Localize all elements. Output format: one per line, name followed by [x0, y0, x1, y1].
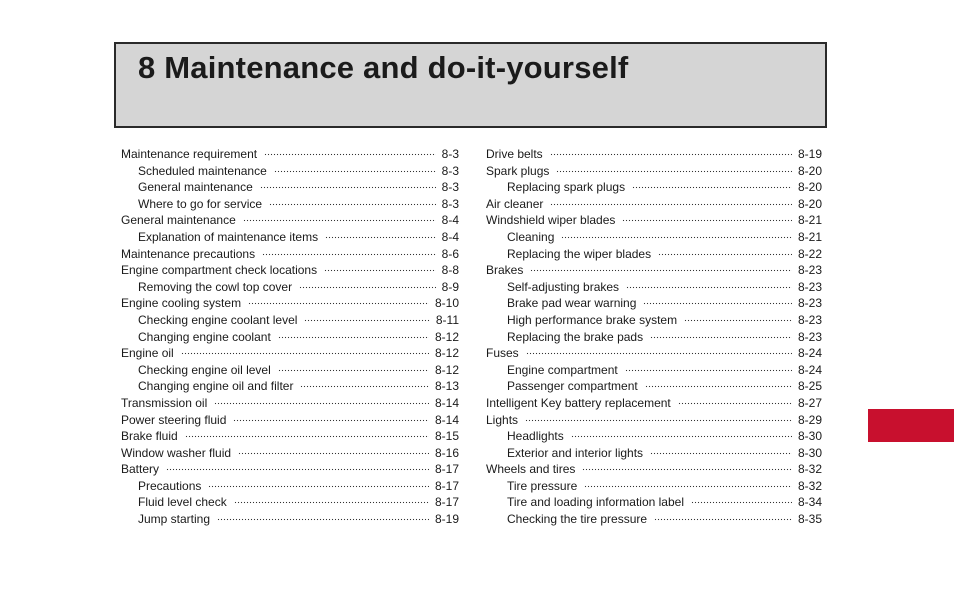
toc-entry-page: 8-16 [434, 445, 459, 460]
toc-entry-label: Drive belts [486, 147, 543, 161]
toc-dot-leader [526, 347, 792, 358]
toc-dot-leader [260, 181, 436, 192]
toc-dot-leader [217, 513, 429, 524]
toc-entry-page: 8-12 [434, 346, 459, 361]
toc-entry-label: Changing engine oil and filter [138, 379, 294, 394]
toc-dot-leader [571, 430, 792, 441]
toc-entry[interactable] [121, 412, 459, 429]
toc-subentry[interactable] [121, 196, 459, 213]
toc-entry-label: Where to go for service [138, 196, 263, 211]
toc-entry-label: High performance brake system [507, 312, 678, 327]
toc-entry-label: Brakes [486, 263, 524, 278]
toc-dot-leader [262, 248, 436, 259]
toc-entry-label: Passenger compartment [507, 379, 638, 394]
toc-subentry[interactable] [121, 478, 459, 495]
toc-subentry[interactable] [486, 478, 822, 495]
toc-entry-page: 8-29 [797, 412, 822, 427]
toc-entry-label: Fluid level check [138, 495, 227, 510]
toc-entry-page: 8-24 [797, 362, 822, 377]
toc-subentry[interactable] [121, 494, 459, 511]
toc-entry-page: 8-20 [797, 163, 822, 178]
toc-entry-page: 8-3 [441, 147, 459, 161]
toc-entry[interactable] [121, 445, 459, 462]
toc-entry-page: 8-30 [797, 429, 822, 444]
toc-dot-leader [678, 397, 792, 408]
toc-entry-page: 8-6 [441, 246, 459, 261]
toc-entry-label: Tire and loading information label [507, 495, 684, 510]
toc-entry-page: 8-19 [434, 512, 459, 527]
toc-dot-leader [243, 214, 436, 225]
toc-entry-page: 8-3 [441, 180, 459, 195]
toc-dot-leader [300, 380, 429, 391]
toc-entry[interactable] [121, 262, 459, 279]
toc-dot-leader [278, 364, 429, 375]
toc-dot-leader [214, 397, 429, 408]
toc-entry[interactable] [486, 196, 822, 213]
toc-entry-label: Scheduled maintenance [138, 163, 267, 178]
toc-dot-leader [658, 248, 792, 259]
toc-right-column [486, 146, 822, 528]
toc-entry-page: 8-8 [441, 263, 459, 278]
toc-dot-leader [264, 148, 436, 159]
toc-entry-label: Changing engine coolant [138, 329, 271, 344]
toc-entry-page: 8-23 [797, 329, 822, 344]
toc-entry-label: Headlights [507, 429, 564, 444]
toc-entry-page: 8-20 [797, 180, 822, 195]
toc-entry-page: 8-34 [797, 495, 822, 510]
toc-entry-label: Cleaning [507, 229, 555, 244]
toc-dot-leader [181, 347, 429, 358]
toc-entry[interactable] [121, 246, 459, 263]
toc-dot-leader [684, 314, 792, 325]
toc-entry-label: Engine compartment check locations [121, 263, 318, 278]
toc-subentry[interactable] [486, 362, 822, 379]
toc-dot-leader [691, 496, 792, 507]
toc-entry[interactable] [121, 395, 459, 412]
toc-dot-leader [622, 214, 792, 225]
toc-entry-label: Windshield wiper blades [486, 213, 616, 228]
toc-dot-leader [304, 314, 429, 325]
toc-dot-leader [299, 281, 436, 292]
toc-subentry[interactable] [486, 179, 822, 196]
toc-entry-page: 8-19 [797, 147, 822, 161]
toc-subentry[interactable] [486, 246, 822, 263]
toc-entry-page: 8-32 [797, 462, 822, 477]
toc-subentry[interactable] [486, 329, 822, 346]
toc-dot-leader [269, 198, 436, 209]
toc-entry-label: Exterior and interior lights [507, 445, 644, 460]
toc-entry-page: 8-32 [797, 478, 822, 493]
toc-entry[interactable] [121, 212, 459, 229]
toc-dot-leader [556, 165, 792, 176]
toc-entry[interactable] [486, 395, 822, 412]
toc-entry-page: 8-4 [441, 213, 459, 228]
toc-entry-page: 8-23 [797, 312, 822, 327]
toc-entry-label: Fuses [486, 346, 519, 361]
toc-entry-label: Replacing the wiper blades [507, 246, 652, 261]
toc-subentry[interactable] [121, 279, 459, 296]
toc-entry-page: 8-13 [434, 379, 459, 394]
toc-entry-label: Replacing the brake pads [507, 329, 644, 344]
toc-subentry[interactable] [121, 312, 459, 329]
toc-entry-page: 8-17 [434, 462, 459, 477]
toc-entry[interactable] [121, 461, 459, 478]
toc-entry-label: Maintenance precautions [121, 246, 256, 261]
toc-entry-page: 8-14 [434, 412, 459, 427]
toc-entry-label: Brake fluid [121, 429, 178, 444]
toc-entry-page: 8-12 [434, 362, 459, 377]
toc-dot-leader [274, 165, 436, 176]
toc-entry-page: 8-21 [797, 213, 822, 228]
toc-dot-leader [248, 297, 429, 308]
toc-entry-page: 8-17 [434, 495, 459, 510]
toc-subentry[interactable] [121, 362, 459, 379]
toc-entry-page: 8-35 [797, 512, 822, 527]
chapter-tab[interactable] [868, 409, 954, 442]
toc-dot-leader [645, 380, 792, 391]
toc-entry-label: Engine compartment [507, 362, 618, 377]
toc-entry-page: 8-3 [441, 196, 459, 211]
toc-entry-page: 8-25 [797, 379, 822, 394]
toc-entry-label: Wheels and tires [486, 462, 576, 477]
page-title: 8 Maintenance and do-it-yourself [138, 50, 629, 85]
toc-entry-label: Precautions [138, 478, 202, 493]
toc-entry[interactable] [121, 295, 459, 312]
toc-subentry[interactable] [486, 445, 822, 462]
toc-entry-label: Power steering fluid [121, 412, 227, 427]
toc-subentry[interactable] [486, 312, 822, 329]
toc-entry-page: 8-22 [797, 246, 822, 261]
toc-dot-leader [185, 430, 429, 441]
toc-subentry[interactable] [121, 179, 459, 196]
toc-entry[interactable] [486, 461, 822, 478]
toc-entry-label: Transmission oil [121, 395, 208, 410]
toc-entry-label: Maintenance requirement [121, 147, 258, 161]
toc-entry-page: 8-9 [441, 279, 459, 294]
toc-dot-leader [550, 148, 792, 159]
toc-entry-label: Battery [121, 462, 160, 477]
toc-entry-label: Air cleaner [486, 196, 544, 211]
toc-subentry[interactable] [486, 279, 822, 296]
toc-entry-page: 8-3 [441, 163, 459, 178]
toc-dot-leader [234, 496, 429, 507]
toc-entry-label: Engine oil [121, 346, 174, 361]
toc-dot-leader [233, 414, 429, 425]
toc-entry-label: Replacing spark plugs [507, 180, 626, 195]
toc-dot-leader [582, 463, 792, 474]
toc-entry-page: 8-27 [797, 395, 822, 410]
toc-subentry[interactable] [121, 229, 459, 246]
toc-entry-label: Lights [486, 412, 519, 427]
toc-entry[interactable] [121, 146, 459, 163]
toc-dot-leader [238, 447, 429, 458]
toc-entry-page: 8-23 [797, 263, 822, 278]
toc-entry-page: 8-4 [441, 229, 459, 244]
toc-entry-page: 8-24 [797, 346, 822, 361]
toc-entry-label: Checking engine coolant level [138, 312, 298, 327]
toc-entry-label: Explanation of maintenance items [138, 229, 319, 244]
toc-entry-page: 8-23 [797, 279, 822, 294]
toc-entry-page: 8-10 [434, 296, 459, 311]
toc-dot-leader [584, 480, 792, 491]
toc-entry-page: 8-17 [434, 478, 459, 493]
toc-entry-page: 8-12 [434, 329, 459, 344]
toc-subentry[interactable] [486, 378, 822, 395]
toc-subentry[interactable] [121, 511, 459, 528]
toc-entry[interactable] [486, 163, 822, 180]
toc-entry-label: Tire pressure [507, 478, 578, 493]
toc-subentry[interactable] [121, 329, 459, 346]
toc-entry-page: 8-21 [797, 229, 822, 244]
toc-entry-label: Jump starting [138, 512, 211, 527]
toc-entry-label: General maintenance [121, 213, 236, 228]
toc-entry-page: 8-11 [435, 312, 459, 327]
toc-dot-leader [278, 331, 429, 342]
toc-dot-leader [654, 513, 792, 524]
toc-entry-label: Checking the tire pressure [507, 512, 648, 527]
toc-entry[interactable] [486, 212, 822, 229]
toc-entry[interactable] [486, 262, 822, 279]
toc-subentry[interactable] [486, 428, 822, 445]
toc-entry[interactable] [486, 345, 822, 362]
toc-dot-leader [650, 447, 792, 458]
toc-dot-leader [324, 264, 436, 275]
toc-entry-label: Engine cooling system [121, 296, 242, 311]
toc-subentry[interactable] [486, 494, 822, 511]
toc-entry-label: Self-adjusting brakes [507, 279, 620, 294]
toc-entry-label: Intelligent Key battery replacement [486, 395, 671, 410]
toc-entry-label: Removing the cowl top cover [138, 279, 293, 294]
toc-entry-label: Checking engine oil level [138, 362, 271, 377]
toc-dot-leader [530, 264, 792, 275]
toc-left-column [121, 146, 459, 528]
toc-dot-leader [550, 198, 792, 209]
toc-dot-leader [643, 297, 792, 308]
toc-entry[interactable] [121, 345, 459, 362]
toc-subentry[interactable] [486, 295, 822, 312]
toc-entry[interactable] [486, 412, 822, 429]
toc-entry-page: 8-30 [797, 445, 822, 460]
toc-dot-leader [166, 463, 429, 474]
toc-subentry[interactable] [121, 163, 459, 180]
toc-subentry[interactable] [486, 511, 822, 528]
toc-entry-label: General maintenance [138, 180, 253, 195]
toc-subentry[interactable] [121, 378, 459, 395]
toc-dot-leader [632, 181, 792, 192]
toc-entry[interactable] [121, 428, 459, 445]
toc-entry-page: 8-14 [434, 395, 459, 410]
toc-entry-page: 8-15 [434, 429, 459, 444]
toc-entry-label: Window washer fluid [121, 445, 232, 460]
toc-subentry[interactable] [486, 229, 822, 246]
toc-entry-label: Spark plugs [486, 163, 550, 178]
toc-dot-leader [525, 414, 792, 425]
toc-dot-leader [208, 480, 429, 491]
toc-entry-page: 8-20 [797, 196, 822, 211]
chapter-header [114, 42, 827, 128]
toc-entry[interactable] [486, 146, 822, 163]
toc-entry-label: Brake pad wear warning [507, 296, 637, 311]
toc-dot-leader [325, 231, 436, 242]
toc-entry-page: 8-23 [797, 296, 822, 311]
toc-dot-leader [650, 331, 792, 342]
toc-dot-leader [561, 231, 792, 242]
toc-dot-leader [625, 364, 792, 375]
toc-dot-leader [626, 281, 792, 292]
